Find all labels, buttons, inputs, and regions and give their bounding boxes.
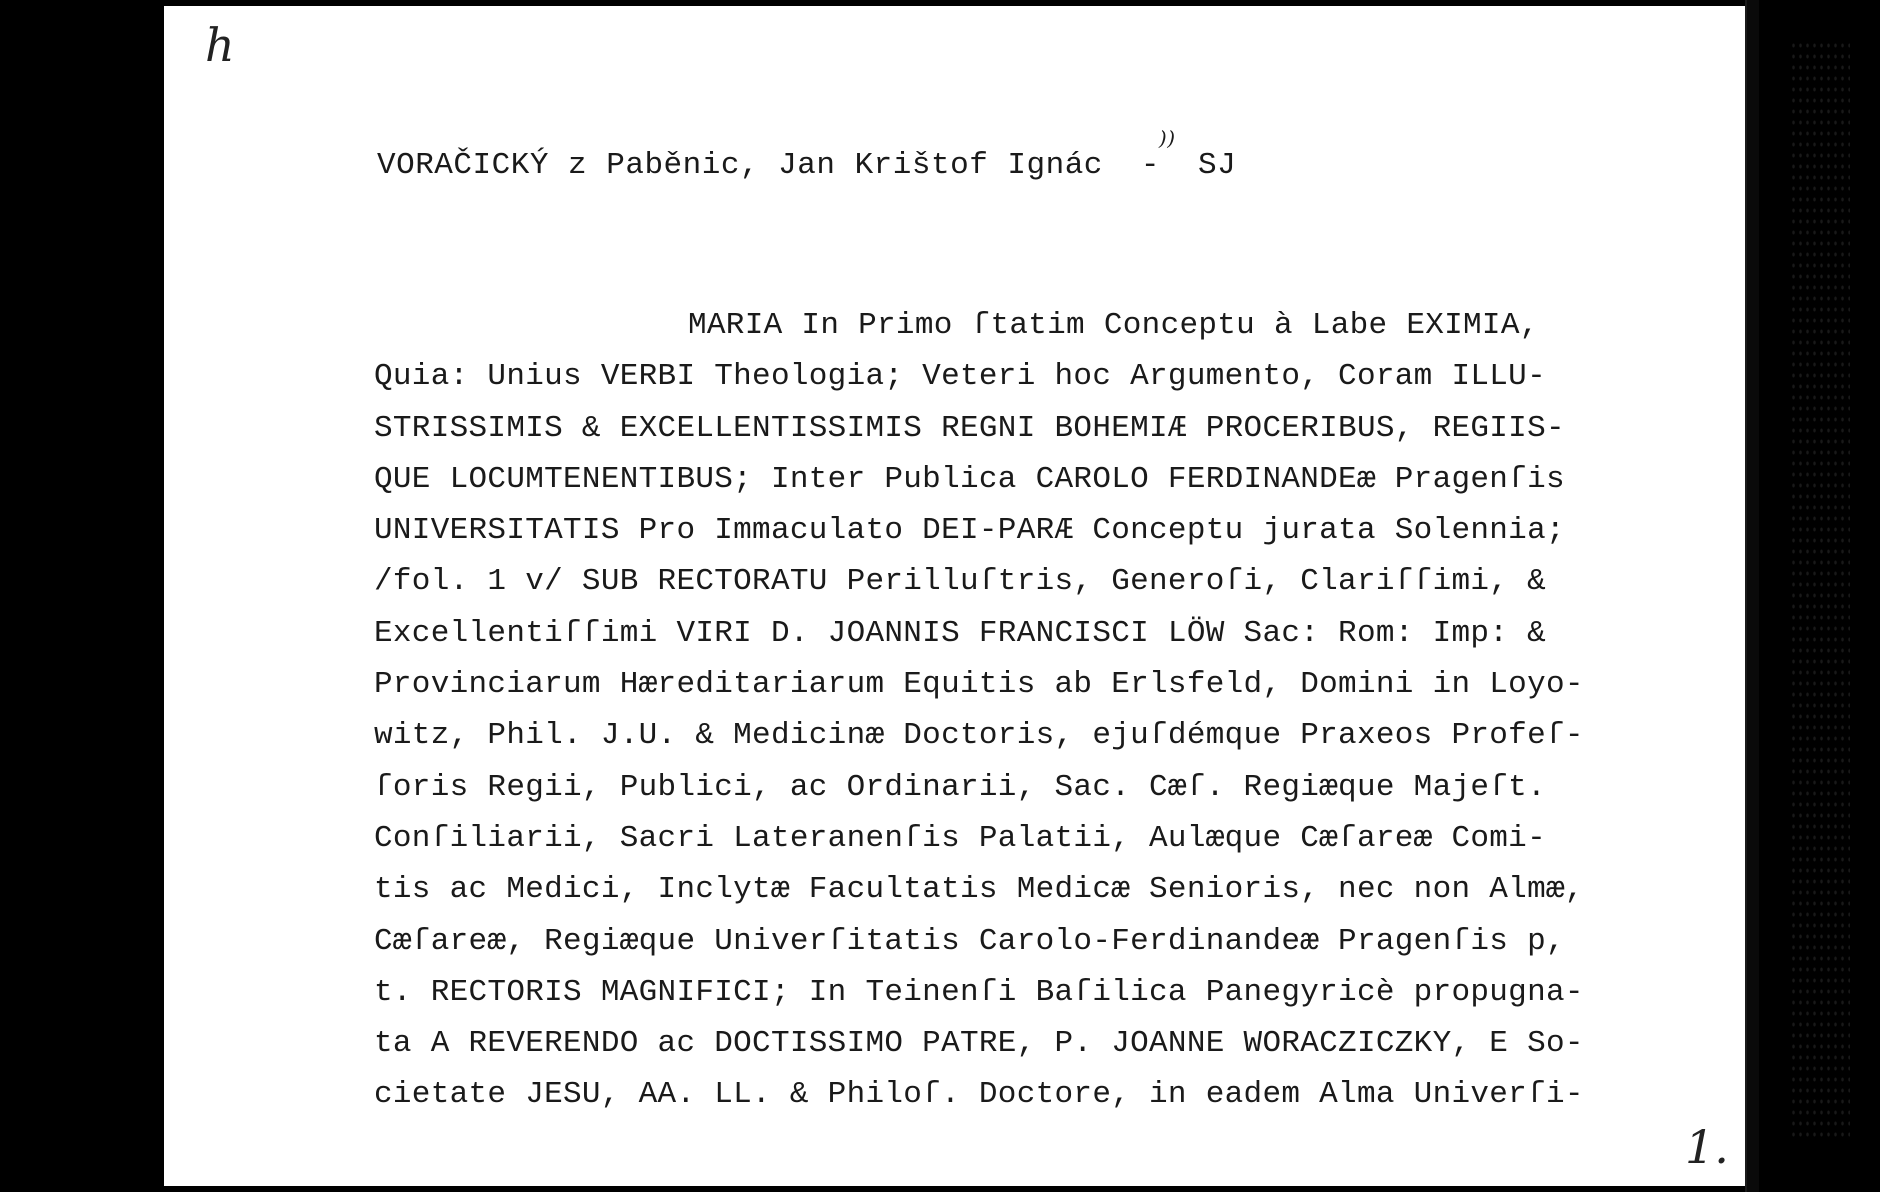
text-line: witz, Phil. J.U. & Medicinæ Doctoris, ejuſdémque Praxeos Profeſ- xyxy=(374,718,1584,754)
text-line: Provinciarum Hæreditariarum Equitis ab Erlsfeld, Domini in Loyo- xyxy=(374,667,1584,703)
text-line: Cæſareæ, Regiæque Univerſitatis Carolo-Ferdinandeæ Pragenſis p, xyxy=(374,923,1565,959)
author-name: VORAČICKÝ z Paběnic, Jan Krištof Ignác xyxy=(377,148,1103,183)
text-line: QUE LOCUMTENENTIBUS; Inter Publica CAROLO FERDINANDEæ Pragenſis xyxy=(374,461,1565,497)
handwritten-corner-mark: h xyxy=(205,18,235,72)
text-line: MARIA In Primo ſtatim Conceptu à Labe EXIMIA, xyxy=(688,308,1539,343)
scan-noise xyxy=(1790,40,1850,1140)
text-line: tis ac Medici, Inclytæ Facultatis Medicæ Senioris, nec non Almæ, xyxy=(374,872,1584,908)
handwritten-page-number: 1. xyxy=(1685,1120,1729,1174)
order-abbreviation: SJ xyxy=(1198,148,1237,183)
text-line: STRISSIMIS & EXCELLENTISSIMIS REGNI BOHEMIÆ PROCERIBUS, REGIIS- xyxy=(374,410,1565,446)
scan-edge xyxy=(1745,0,1759,1192)
text-line: t. RECTORIS MAGNIFICI; In Teinenſi Baſilica Panegyricè propugna- xyxy=(374,974,1584,1010)
text-line: Quia: Unius VERBI Theologia; Veteri hoc Argumento, Coram ILLU- xyxy=(374,359,1546,395)
handwritten-mark: )) xyxy=(1158,126,1176,150)
text-line: Conſiliarii, Sacri Lateranenſis Palatii, Aulæque Cæſareæ Comi- xyxy=(374,820,1546,856)
text-line: ta A REVERENDO ac DOCTISSIMO PATRE, P. JOANNE WORACZICZKY, E So- xyxy=(374,1026,1584,1062)
text-line: cietate JESU, AA. LL. & Philoſ. Doctore, in eadem Alma Univerſi- xyxy=(374,1077,1584,1113)
heading-dash: - )) xyxy=(1140,126,1176,183)
text-line: ſoris Regii, Publici, ac Ordinarii, Sac. Cæſ. Regiæque Majeſt. xyxy=(374,769,1546,805)
text-line: UNIVERSITATIS Pro Immaculato DEI-PARÆ Conceptu jurata Solennia; xyxy=(374,513,1565,549)
transcription-body xyxy=(374,300,1714,1121)
text-line: Excellentiſſimi VIRI D. JOANNIS FRANCISCI LÖW Sac: Rom: Imp: & xyxy=(374,615,1546,651)
entry-heading xyxy=(377,126,1237,183)
text-line: /fol. 1 v/ SUB RECTORATU Perilluſtris, Generoſi, Clariſſimi, & xyxy=(374,564,1546,600)
